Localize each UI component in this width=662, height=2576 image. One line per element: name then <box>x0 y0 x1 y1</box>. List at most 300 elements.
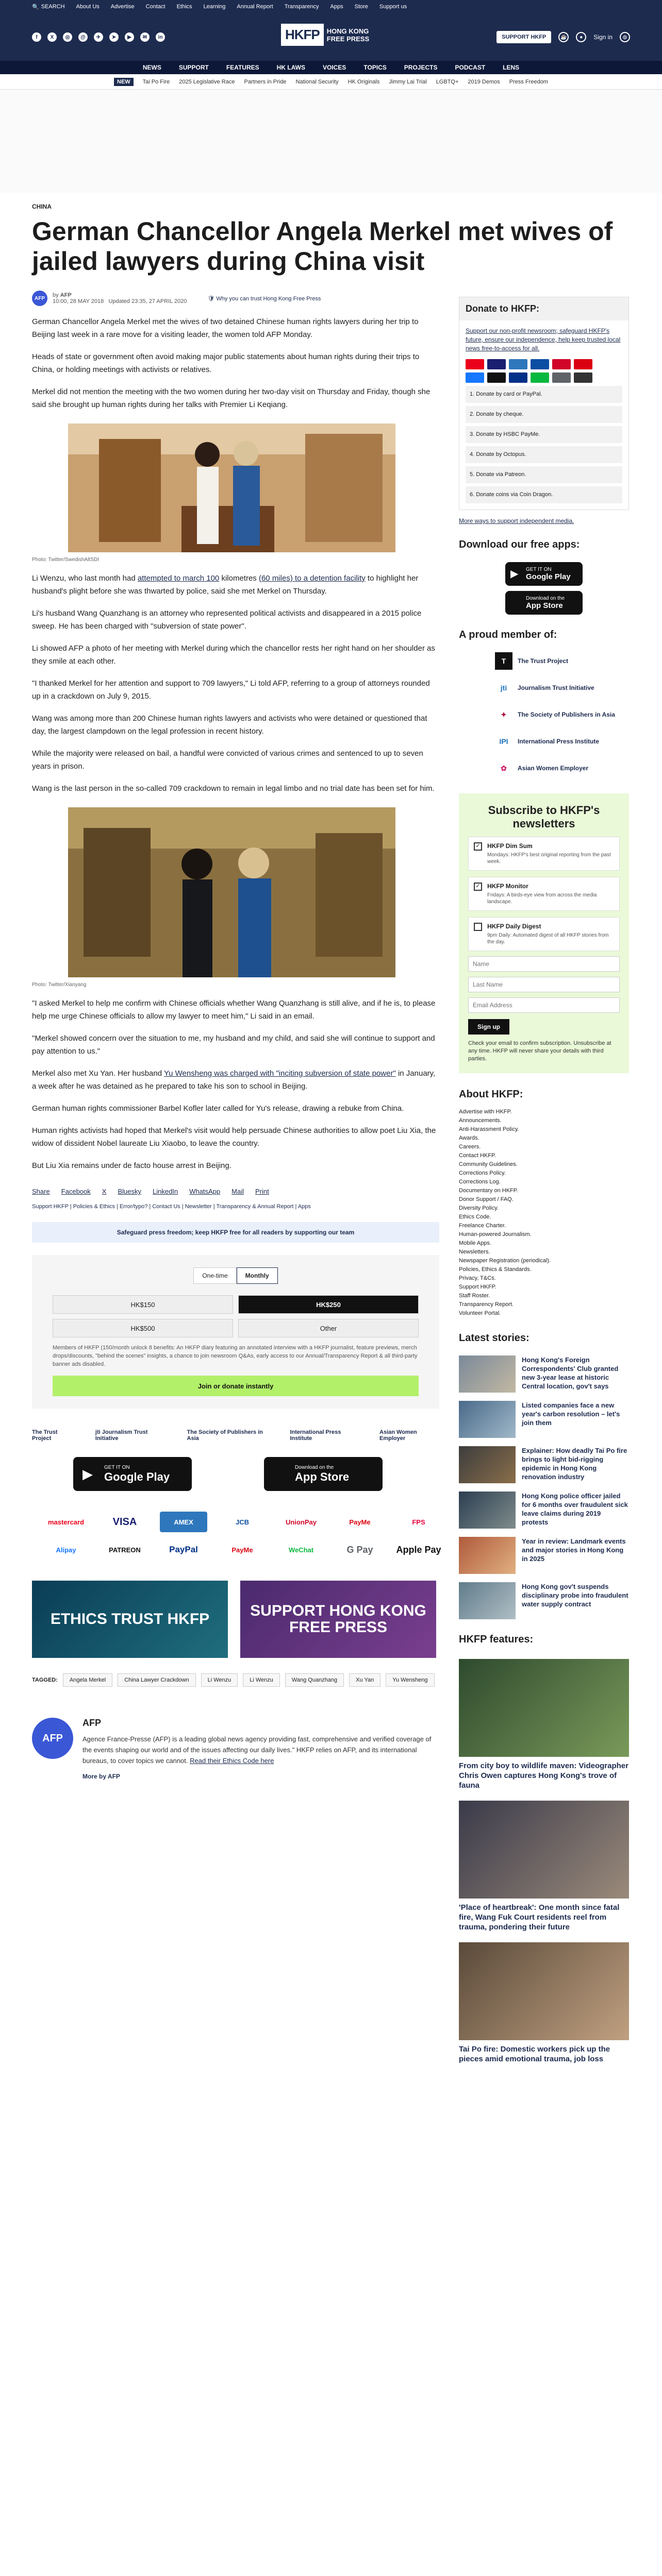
instagram-icon[interactable]: ◎ <box>63 32 72 42</box>
nav-topics[interactable]: TOPICS <box>363 64 387 71</box>
header-actions <box>496 31 630 43</box>
feature-image <box>459 1942 629 2040</box>
play-icon: ▶ <box>82 1466 93 1482</box>
site-logo[interactable] <box>281 24 369 46</box>
feature-headline[interactable]: 'Place of heartbreak': One month since fatal fire, Wang Fuk Court residents reel from trauma, pondering their future <box>459 1903 620 1931</box>
nav-voices[interactable]: VOICES <box>322 64 346 71</box>
user-icon[interactable]: ● <box>576 32 586 42</box>
paragraph: Merkel did not mention the meeting with the two women during her two-day visit on Thursday and Friday, though she said she brought up human rights during her talks with Premier Li Keqiang. <box>32 387 431 409</box>
newsletter-text <box>487 842 614 865</box>
subnav-item[interactable]: Jimmy Lai Trial <box>389 78 427 85</box>
latest-thumb <box>459 1401 516 1438</box>
payment-methods <box>32 1512 439 1560</box>
badge-ipi[interactable]: International Press Institute <box>290 1429 341 1442</box>
newsletter-option[interactable] <box>468 917 620 951</box>
donate-option[interactable]: 1. Donate by card or PayPal. <box>466 386 622 403</box>
logo-line-1: HONG KONG <box>326 27 369 35</box>
newsletter-text <box>487 883 614 905</box>
amount-options <box>53 1295 419 1337</box>
paragraph <box>32 572 439 598</box>
member-logo[interactable] <box>459 651 629 671</box>
paragraph: "I thanked Merkel for her attention and support to 709 lawyers," Li told AFP, referring to a group of attorneys rounded up in a crackdown on July 9, 2015. <box>32 679 430 701</box>
about-item[interactable]: Newspaper Registration (periodical). <box>459 1258 551 1264</box>
article-title: German Chancellor Angela Merkel met wives of jailed lawyers during China visit <box>32 217 613 276</box>
membership-description: Members of HKFP (150/month unlock 8 benefits: An HKFP diary featuring an annotated interview with a HKFP journalist, feature previews, merch drops/discounts, "behind the scenes" insights, a chance to join newsroom Q&As, early access to our Annual/Transparency Report & all third-party banner ads disabled. <box>53 1345 418 1367</box>
byline-text: by AFP 10:00, 28 MAY 2018 Updated 23:35, 27 APRIL 2020 <box>53 292 187 304</box>
card-logo <box>574 359 592 369</box>
subnav-item[interactable]: Tai Po Fire <box>142 78 170 85</box>
about-item[interactable]: Documentary on HKFP. <box>459 1188 518 1194</box>
safeguard-banner[interactable]: Safeguard press freedom; keep HKFP free for all readers by supporting our team <box>32 1222 439 1243</box>
sidebar-donate-body <box>459 320 628 510</box>
member-name: Journalism Trust Initiative <box>518 684 594 691</box>
share-label: Share <box>32 1188 50 1195</box>
play-icon: ▶ <box>510 568 519 580</box>
bluesky-icon[interactable]: ✈ <box>94 32 103 42</box>
apps-title: Download our free apps: <box>459 539 580 550</box>
signup-button[interactable]: Sign up <box>468 1019 509 1035</box>
about-item[interactable]: Diversity Policy. <box>459 1205 499 1211</box>
member-title: A proud member of: <box>459 629 557 640</box>
latest-item[interactable] <box>459 1537 629 1574</box>
about-item[interactable]: Support HKFP. <box>459 1284 496 1290</box>
store-small-text: Download on the <box>526 596 565 601</box>
features-title: HKFP features: <box>459 1634 534 1645</box>
feature-item[interactable] <box>459 1942 629 2064</box>
app-store-button[interactable] <box>264 1457 383 1491</box>
about-item[interactable]: Corrections Policy. <box>459 1170 506 1176</box>
about-item[interactable]: Privacy, T&Cs. <box>459 1275 496 1281</box>
paragraph: German Chancellor Angela Merkel met the wives of two detained Chinese human rights lawyers during her trip to Beijing last week in a rare move for a visiting leader, the women told AFP Monday. <box>32 317 419 339</box>
facebook-icon[interactable]: f <box>32 32 41 42</box>
share-linkedin[interactable]: LinkedIn <box>153 1188 178 1195</box>
email-icon[interactable]: ✉ <box>140 32 150 42</box>
sidebar <box>459 276 629 2064</box>
card-logo <box>466 372 484 383</box>
latest-title: Latest stories: <box>459 1332 529 1344</box>
ad-space <box>0 90 662 193</box>
top-utility-bar <box>0 0 662 13</box>
about-item[interactable]: Freelance Charter. <box>459 1223 506 1229</box>
card-logo <box>509 372 527 383</box>
topbar-transparency[interactable]: Transparency <box>284 4 319 10</box>
ethics-code-link[interactable]: Read their Ethics Code here <box>190 1757 274 1765</box>
store-name: Google Play <box>526 572 571 581</box>
store-name: App Store <box>295 1470 350 1483</box>
logo-line-2: FREE PRESS <box>326 35 370 43</box>
paragraph: Li's husband Wang Quanzhang is an attorney who represented political activists and disappeared in a 2015 police sweep. He has been charged with "subversion of state power". <box>32 609 422 631</box>
store-small-text: GET IT ON <box>526 567 552 572</box>
paragraph: While the majority were released on bail, a handful were convicted of various crimes and sentenced to up to seven years in prison. <box>32 749 423 771</box>
latest-item[interactable] <box>459 1355 629 1393</box>
newsletter-name: HKFP Daily Digest <box>487 923 541 930</box>
tag[interactable]: Li Wenzu <box>201 1673 238 1687</box>
sidebar-donate-title: Donate to HKFP: <box>459 297 628 320</box>
paragraph: German human rights commissioner Barbel Kofler later called for Yu's release, drawing a rebuke from China. <box>32 1104 404 1113</box>
link-yu-wensheng[interactable]: Yu Wensheng was charged with "inciting subversion of state power" <box>163 1069 396 1078</box>
card-logo <box>466 359 484 369</box>
card-logo <box>531 359 549 369</box>
promo-banners <box>32 1581 439 1658</box>
share-bluesky[interactable]: Bluesky <box>118 1188 141 1195</box>
nav-lens[interactable]: LENS <box>503 64 520 71</box>
nav-projects[interactable]: PROJECTS <box>404 64 438 71</box>
tag[interactable]: Li Wenzu <box>243 1673 280 1687</box>
topbar-contact[interactable]: Contact <box>145 4 166 10</box>
card-logos <box>466 359 622 383</box>
feature-item[interactable] <box>459 1801 629 1932</box>
subnav-item[interactable]: 2019 Demos <box>468 78 500 85</box>
unionpay-logo: UnionPay <box>286 1518 317 1526</box>
tag[interactable]: Angela Merkel <box>63 1673 112 1687</box>
latest-headline[interactable]: Hong Kong police officer jailed for 6 months over fraudulent sick leave claims during 2019 protests <box>522 1492 628 1526</box>
main-column <box>32 276 439 2064</box>
search-icon: 🔍 <box>32 4 39 10</box>
topbar-advertise[interactable]: Advertise <box>110 4 135 10</box>
author-bio-text: Agence France-Presse (AFP) is a leading global news agency providing fast, comprehensive and verified coverage of the events shaping our world and of the issues affecting our daily lives." HKFP relies on AFP, and its international bureaus, to cover topics we cannot. <box>82 1735 432 1765</box>
author-info <box>82 1718 439 1782</box>
merkel-xu-photo <box>68 807 395 977</box>
author-avatar[interactable]: AFP <box>32 291 47 306</box>
about-item[interactable]: Transparency Report. <box>459 1301 514 1308</box>
latest-item[interactable] <box>459 1401 629 1438</box>
sidebar-donate-box <box>459 297 629 510</box>
gpay-logo: G Pay <box>346 1544 373 1555</box>
donate-option[interactable]: 3. Donate by HSBC PayMe. <box>466 426 622 443</box>
support-promo[interactable]: SUPPORT HONG KONG FREE PRESS <box>240 1581 436 1658</box>
content-wrap <box>0 276 662 2064</box>
latest-thumb <box>459 1492 516 1529</box>
sidebar-app-badges <box>459 562 629 615</box>
latest-headline[interactable]: Year in review: Landmark events and major stories in Hong Kong in 2025 <box>522 1537 626 1563</box>
more-ways-link[interactable]: More ways to support independent media. <box>459 517 574 524</box>
ethics-promo[interactable]: ETHICS TRUST HKFP <box>32 1581 228 1658</box>
amex-logo: AMEX <box>160 1512 207 1532</box>
trust-text: Why you can trust Hong Kong Free Press <box>216 295 321 302</box>
feature-item[interactable] <box>459 1659 629 1790</box>
member-logo[interactable] <box>459 732 629 751</box>
about-item[interactable]: Awards. <box>459 1135 479 1141</box>
newsletter-desc: Fridays: A birds-eye view from across the media landscape. <box>487 892 597 905</box>
subnav-item[interactable]: National Security <box>295 78 339 85</box>
link-detention-facility[interactable]: (60 miles) to a detention facility <box>258 574 366 583</box>
visa-logo: VISA <box>112 1516 137 1528</box>
topbar-support[interactable]: Support us <box>379 4 407 10</box>
author-avatar-large[interactable]: AFP <box>32 1718 73 1759</box>
topbar-annual-report[interactable]: Annual Report <box>237 4 273 10</box>
nav-hk-laws[interactable]: HK LAWS <box>276 64 305 71</box>
about-item[interactable]: Human-powered Journalism. <box>459 1231 532 1238</box>
one-time-tab[interactable]: One-time <box>193 1267 236 1284</box>
trust-link[interactable] <box>207 295 321 302</box>
footer-links-row[interactable]: Support HKFP | Policies & Ethics | Error/typo? | Contact Us | Newsletter | Transparency & Annual Report | Apps <box>32 1204 311 1210</box>
topbar-store[interactable]: Store <box>354 4 368 10</box>
newsletter-text <box>487 923 614 945</box>
card-logo <box>487 359 506 369</box>
card-logo <box>574 372 592 383</box>
newsletter-option[interactable] <box>468 877 620 911</box>
photo-caption-2: Photo: Twitter/Xianyang <box>32 982 87 988</box>
badge-jti[interactable]: jti Journalism Trust Initiative <box>95 1429 148 1442</box>
threads-icon[interactable]: @ <box>78 32 88 42</box>
topbar-ethics[interactable]: Ethics <box>176 4 192 10</box>
latest-headline[interactable]: Explainer: How deadly Tai Po fire brings to light bid-rigging epidemic in Hong Kong renovation industry <box>522 1447 627 1481</box>
subnav-item[interactable]: 2025 Legislative Race <box>179 78 235 85</box>
wechat-logo: WeChat <box>288 1546 314 1554</box>
latest-item[interactable] <box>459 1582 629 1619</box>
paragraph: But Liu Xia remains under de facto house arrest in Beijing. <box>32 1161 231 1170</box>
last-name-field[interactable] <box>468 977 620 992</box>
latest-headline[interactable]: Hong Kong gov't suspends disciplinary probe into fraudulent water supply contract <box>522 1583 628 1608</box>
latest-headline[interactable]: Listed companies face a new year's carbon resolution – let's join them <box>522 1401 620 1427</box>
card-logo <box>509 359 527 369</box>
newsletter-box <box>459 793 629 1073</box>
tag[interactable]: China Lawyer Crackdown <box>118 1673 195 1687</box>
social-icons <box>32 32 165 42</box>
author-bio <box>82 1734 439 1766</box>
paragraph <box>32 1067 439 1093</box>
about-item[interactable]: Staff Roster. <box>459 1293 490 1299</box>
member-name: The Trust Project <box>518 657 569 665</box>
join-donate-button[interactable]: Join or donate instantly <box>53 1376 419 1396</box>
link-attempted-march[interactable]: attempted to march 100 <box>137 574 220 583</box>
paragraph: "I asked Merkel to help me confirm with Chinese officials whether Wang Quanzhang is still alive, and if he is, to please help me urge Chinese officials to allow my lawyer to meet him," Li said in an email. <box>32 999 436 1021</box>
member-logo[interactable] <box>459 705 629 724</box>
newsletter-desc: Mondays: HKFP's best original reporting from the past week. <box>487 852 611 865</box>
member-logo[interactable] <box>459 758 629 778</box>
name-field[interactable] <box>468 956 620 972</box>
feature-headline[interactable]: From city boy to wildlife maven: Videographer Chris Owen captures Hong Kong's trove of fauna <box>459 1761 628 1790</box>
main-navigation <box>0 61 662 74</box>
badge-sopa[interactable]: The Society of Publishers in Asia <box>187 1429 263 1442</box>
about-item[interactable]: Community Guidelines. <box>459 1161 518 1167</box>
latest-thumb <box>459 1537 516 1574</box>
support-hkfp-button[interactable]: SUPPORT HKFP <box>496 31 551 43</box>
sidebar-app-store[interactable] <box>505 591 583 615</box>
paragraph: Wang was among more than 200 Chinese human rights lawyers and activists who were detained or questioned that day, the largest clampdown on the legal profession in recent history. <box>32 714 427 736</box>
feature-image <box>459 1659 629 1757</box>
checkbox[interactable]: ✓ <box>474 883 482 891</box>
member-logo[interactable] <box>459 678 629 698</box>
member-name: Asian Women Employer <box>518 765 589 772</box>
nav-features[interactable]: FEATURES <box>226 64 259 71</box>
sidebar-donate-text[interactable]: Support our non-profit newsroom; safeguard HKFP's future, ensure our independence, help keep trusted local news free-to-access for all. <box>466 327 621 352</box>
alipay-logo: Alipay <box>56 1546 76 1554</box>
tag-list <box>32 1673 439 1687</box>
trust-project-icon: T <box>495 652 512 670</box>
updated-date: Updated 23:35, 27 APRIL 2020 <box>108 298 187 304</box>
text-span: in January, a week after he was detained as he prepared to take his son to school in Beijing. <box>32 1069 436 1091</box>
nav-podcast[interactable]: PODCAST <box>455 64 486 71</box>
topbar-learning[interactable]: Learning <box>203 4 226 10</box>
about-item[interactable]: Mobile Apps. <box>459 1240 491 1246</box>
sopa-icon: ✦ <box>501 710 507 719</box>
new-badge: NEW <box>114 78 134 86</box>
subscribe-title: Subscribe to HKFP's newsletters <box>488 804 600 830</box>
card-logo <box>552 359 571 369</box>
about-item[interactable]: Advertise with HKFP. <box>459 1109 512 1115</box>
about-item[interactable]: Ethics Code. <box>459 1214 491 1220</box>
amount-option[interactable]: HK$500 <box>53 1319 233 1337</box>
latest-headline[interactable]: Hong Kong's Foreign Correspondents' Club granted new 3-year lease at historic Central location, gov't says <box>522 1356 619 1390</box>
nav-news[interactable]: NEWS <box>142 64 161 71</box>
latest-thumb <box>459 1582 516 1619</box>
newsletter-option[interactable] <box>468 837 620 871</box>
logo-mark: HKFP <box>281 24 324 46</box>
store-name: Google Play <box>104 1470 170 1483</box>
payme-logo: PayMe <box>349 1518 371 1526</box>
paypal-logo: PayPal <box>169 1545 198 1554</box>
donate-option[interactable]: 6. Donate coins via Coin Dragon. <box>466 486 622 503</box>
about-item[interactable]: Contact HKFP. <box>459 1153 496 1159</box>
frequency-toggle <box>53 1267 419 1284</box>
email-field[interactable] <box>468 997 620 1013</box>
site-header <box>0 13 662 61</box>
app-store-badges <box>32 1457 439 1491</box>
sidebar-google-play[interactable] <box>505 562 583 586</box>
newsletter-fine-print: Check your email to confirm subscription. Unsubscribe at any time. HKFP will never share your details with third parties. <box>468 1040 611 1062</box>
article-photo-1 <box>68 423 395 555</box>
checkbox[interactable]: ✓ <box>474 842 482 851</box>
logo-text <box>327 27 369 43</box>
badge-trust-project[interactable]: The Trust Project <box>32 1429 58 1442</box>
text-span: to highlight her husband's plight before she was thwarted by police, said she met Merkel on Thursday. <box>32 574 419 596</box>
card-logo <box>487 372 506 383</box>
linkedin-icon[interactable]: in <box>156 32 165 42</box>
share-facebook[interactable]: Facebook <box>61 1188 91 1195</box>
donate-option[interactable]: 4. Donate by Octopus. <box>466 446 622 463</box>
sign-in-link[interactable]: Sign in <box>593 33 613 41</box>
more-by-author-link[interactable]: More by AFP <box>82 1773 120 1780</box>
telegram-icon[interactable]: ➤ <box>109 32 119 42</box>
article-category[interactable]: CHINA <box>32 203 52 210</box>
amount-option-selected[interactable]: HK$250 <box>238 1295 419 1314</box>
text-span: kilometres <box>219 574 259 583</box>
text-span: Merkel also met Xu Yan. Her husband <box>32 1069 164 1078</box>
google-play-button[interactable] <box>73 1457 192 1491</box>
sub-navigation <box>0 74 662 90</box>
subnav-item[interactable]: Press Freedom <box>509 78 548 85</box>
member-name: International Press Institute <box>518 738 600 745</box>
nav-support[interactable]: SUPPORT <box>178 64 209 71</box>
member-name: The Society of Publishers in Asia <box>518 711 615 718</box>
badge-awe[interactable]: Asian Women Employer <box>379 1429 417 1442</box>
donate-option[interactable]: 2. Donate by cheque. <box>466 406 622 423</box>
applepay-logo: Apple Pay <box>396 1544 441 1555</box>
membership-badges <box>32 1429 439 1442</box>
shield-icon: 🛡 <box>207 295 215 302</box>
search-link[interactable]: 🔍 SEARCH <box>32 4 65 10</box>
feature-headline[interactable]: Tai Po fire: Domestic workers pick up the pieces amid emotional trauma, job loss <box>459 2045 610 2063</box>
about-item[interactable]: Announcements. <box>459 1117 502 1124</box>
newsletter-desc: 9pm Daily: Automated digest of all HKFP stories from the day. <box>487 933 609 945</box>
globe-icon[interactable]: ◍ <box>620 32 630 42</box>
latest-stories <box>459 1332 629 1619</box>
card-logo <box>531 372 549 383</box>
share-whatsapp[interactable]: WhatsApp <box>189 1188 221 1195</box>
awe-icon: ✿ <box>501 764 507 772</box>
feature-image <box>459 1801 629 1899</box>
mastercard-logo: mastercard <box>47 1518 85 1526</box>
tag[interactable]: Wang Quanzhang <box>285 1673 344 1687</box>
article-body <box>32 315 439 1172</box>
paragraph: Heads of state or government often avoid making major public statements about human rights during their trips to China, or holding meetings with activists or relatives. <box>32 352 420 374</box>
tag[interactable]: Xu Yan <box>349 1673 380 1687</box>
subnav-item[interactable]: LGBTQ+ <box>436 78 459 85</box>
text-span: Li Wenzu, who last month had <box>32 574 138 583</box>
youtube-icon[interactable]: ▶ <box>125 32 134 42</box>
about-item[interactable]: Newsletters. <box>459 1249 490 1255</box>
share-bar <box>32 1188 439 1195</box>
latest-thumb <box>459 1355 516 1393</box>
jti-icon: jti <box>500 684 507 692</box>
share-x[interactable]: X <box>102 1188 107 1195</box>
share-mail[interactable]: Mail <box>231 1188 244 1195</box>
about-item[interactable]: Careers. <box>459 1144 481 1150</box>
paragraph: Human rights activists had hoped that Merkel's visit would help persuade Chinese authorities to allow poet Liu Xia, the widow of dissident Nobel laureate Liu Xiaobo, to leave the country. <box>32 1126 436 1148</box>
about-item[interactable]: Policies, Ethics & Standards. <box>459 1266 532 1273</box>
byline <box>32 291 439 306</box>
payme-logo-2: PayMe <box>231 1546 253 1554</box>
subnav-item[interactable]: Partners in Pride <box>244 78 287 85</box>
x-icon[interactable]: X <box>47 32 57 42</box>
publish-date: 10:00, 28 MAY 2018 <box>53 298 104 304</box>
donate-box <box>32 1255 439 1409</box>
subnav-item[interactable]: HK Originals <box>347 78 380 85</box>
tags-label: TAGGED: <box>32 1677 58 1683</box>
paragraph: Wang is the last person in the so-called 709 crackdown to remain in legal limbo and no trial date has been set for him. <box>32 784 435 793</box>
store-name: App Store <box>526 601 563 610</box>
store-small-text: Download on the <box>295 1464 334 1470</box>
amount-option[interactable]: HK$150 <box>53 1295 233 1314</box>
coffee-icon[interactable]: ☕ <box>558 32 569 42</box>
amount-option[interactable]: Other <box>238 1319 419 1337</box>
newsletter-name: HKFP Dim Sum <box>487 842 533 850</box>
topbar-about[interactable]: About Us <box>76 4 100 10</box>
latest-item[interactable] <box>459 1446 629 1483</box>
store-small-text: GET IT ON <box>104 1464 130 1470</box>
photo-caption-1: Photo: Twitter/SwedishAltSDI <box>32 557 99 563</box>
ipi-icon: IPI <box>499 737 508 745</box>
card-logo <box>552 372 571 383</box>
latest-thumb <box>459 1446 516 1483</box>
latest-item[interactable] <box>459 1492 629 1529</box>
about-item[interactable]: Corrections Log. <box>459 1179 501 1185</box>
about-item[interactable]: Donor Support / FAQ. <box>459 1196 514 1202</box>
fps-logo: FPS <box>412 1518 425 1526</box>
share-print[interactable]: Print <box>255 1188 269 1195</box>
author-box-name[interactable]: AFP <box>82 1718 101 1728</box>
donate-option[interactable]: 5. Donate via Patreon. <box>466 466 622 483</box>
about-list <box>459 1108 629 1318</box>
monthly-tab[interactable]: Monthly <box>237 1267 278 1284</box>
about-title: About HKFP: <box>459 1089 523 1100</box>
newsletter-name: HKFP Monitor <box>487 883 528 890</box>
patreon-logo: PATREON <box>109 1546 141 1554</box>
jcb-logo: JCB <box>235 1518 249 1526</box>
about-box <box>459 1089 629 1318</box>
author-box <box>32 1718 439 1782</box>
about-item[interactable]: Anti-Harassment Policy. <box>459 1126 519 1132</box>
checkbox[interactable] <box>474 923 482 931</box>
about-item[interactable]: Volunteer Portal. <box>459 1310 501 1316</box>
article-photo-2 <box>68 807 395 980</box>
author-name[interactable]: AFP <box>60 292 72 298</box>
topbar-apps[interactable]: Apps <box>330 4 343 10</box>
tag[interactable]: Yu Wensheng <box>386 1673 434 1687</box>
paragraph: "Merkel showed concern over the situation to me, my husband and my child, and said she will continue to support and pay attention to us." <box>32 1034 435 1056</box>
merkel-li-photo <box>68 423 395 552</box>
